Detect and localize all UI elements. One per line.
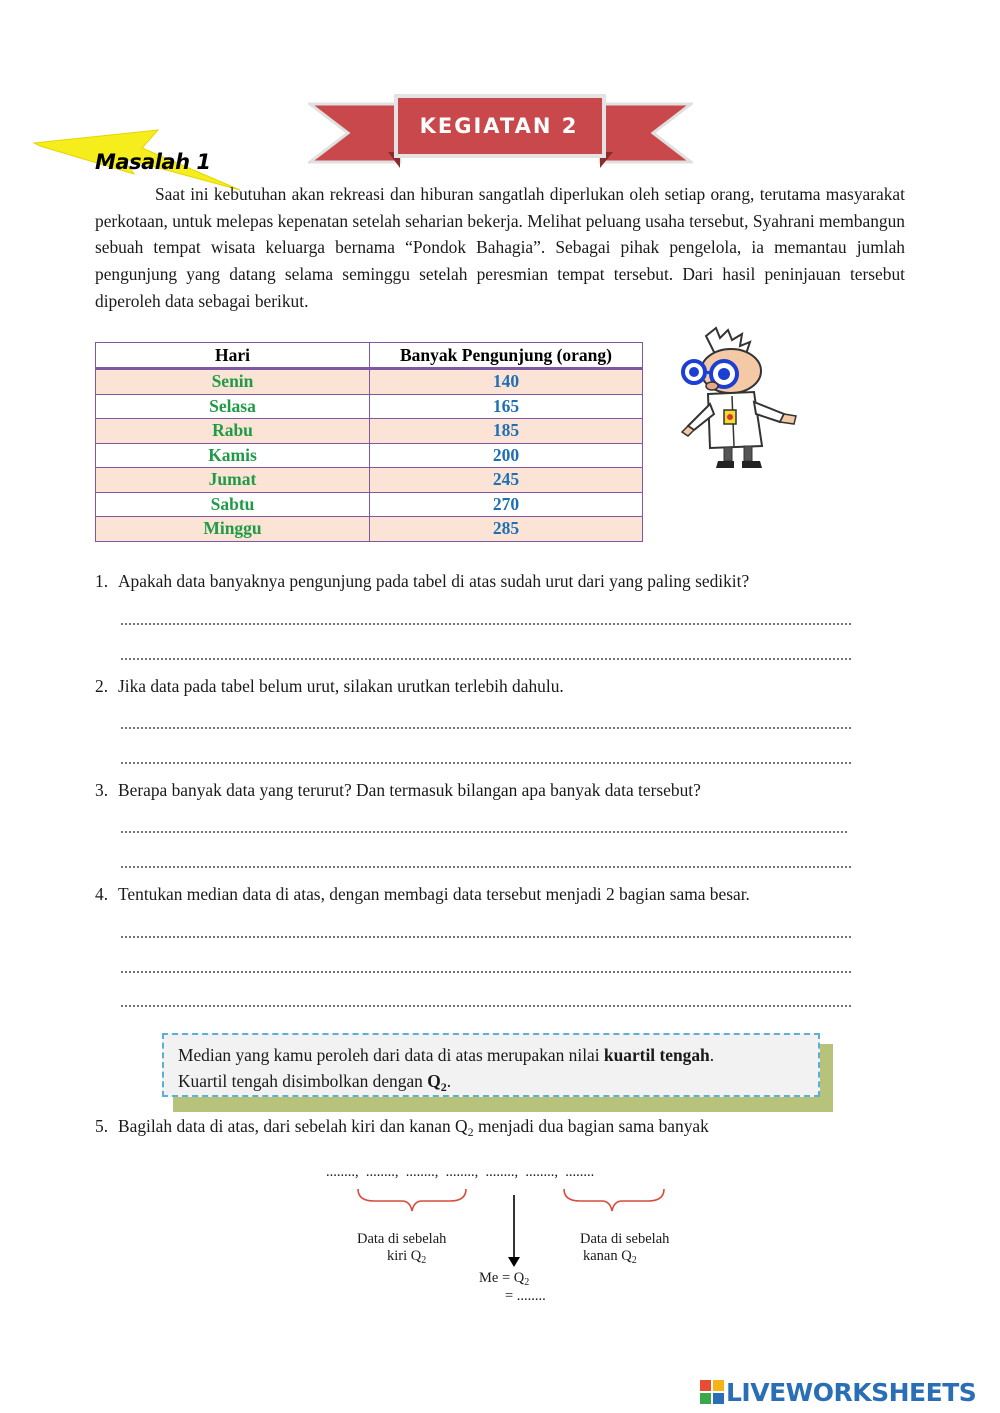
info-symbol bbox=[427, 1071, 447, 1094]
data-blanks[interactable]: ........, ........, ........, ........, ........, ........, ........ bbox=[326, 1164, 595, 1180]
question-subscript: 2 bbox=[467, 1125, 474, 1139]
question-text-continued: menjadi dua bagian sama banyak bbox=[473, 1116, 709, 1136]
table-row bbox=[96, 517, 643, 542]
right-brace bbox=[564, 1189, 664, 1211]
info-text: Kuartil tengah disimbolkan dengan bbox=[178, 1071, 428, 1091]
question-text: Apakah data banyaknya pengunjung pada tabel di atas sudah urut dari yang paling sedikit? bbox=[118, 571, 750, 591]
info-symbol-letter: Q bbox=[427, 1071, 441, 1091]
median-arrow-head bbox=[508, 1257, 520, 1267]
info-line-1 bbox=[178, 1042, 804, 1068]
table-cell-day: Minggu bbox=[96, 517, 370, 542]
table-row bbox=[96, 369, 643, 395]
left-label-subscript: 2 bbox=[421, 1255, 427, 1266]
liveworksheets-logo-text: LIVEWORKSHEETS bbox=[726, 1377, 977, 1407]
info-text: Median yang kamu peroleh dari data di atas merupakan nilai bbox=[178, 1045, 604, 1065]
table-cell-day: Sabtu bbox=[96, 492, 370, 517]
table-cell-count: 270 bbox=[370, 492, 643, 517]
answer-line[interactable] bbox=[120, 866, 851, 868]
table-header-day: Hari bbox=[96, 343, 370, 369]
banner-title: KEGIATAN 2 bbox=[419, 114, 579, 138]
table-cell-day: Kamis bbox=[96, 443, 370, 468]
median-subscript: 2 bbox=[524, 1277, 530, 1288]
question-2 bbox=[95, 676, 865, 697]
question-1 bbox=[95, 571, 865, 592]
problem-title: Masalah 1 bbox=[95, 150, 211, 174]
table-row bbox=[96, 443, 643, 468]
answer-line[interactable] bbox=[120, 623, 851, 625]
table-header-count: Banyak Pengunjung (orang) bbox=[370, 343, 643, 369]
question-number: 2. bbox=[95, 676, 109, 696]
table-cell-day: Senin bbox=[96, 369, 370, 395]
left-brace bbox=[358, 1189, 466, 1211]
answer-line[interactable] bbox=[120, 1005, 851, 1007]
left-label-line-2 bbox=[357, 1248, 446, 1266]
info-line-2 bbox=[178, 1068, 804, 1100]
table-row bbox=[96, 394, 643, 419]
table-cell-count: 165 bbox=[370, 394, 643, 419]
question-4 bbox=[95, 884, 865, 905]
table-cell-count: 200 bbox=[370, 443, 643, 468]
table-cell-count: 185 bbox=[370, 419, 643, 444]
liveworksheets-logo bbox=[700, 1374, 976, 1410]
question-text: Jika data pada tabel belum urut, silakan urutkan terlebih dahulu. bbox=[118, 676, 564, 696]
left-label-text: kiri Q bbox=[387, 1248, 422, 1264]
info-text: . bbox=[446, 1071, 452, 1091]
right-label bbox=[580, 1231, 669, 1266]
info-symbol-subscript: 2 bbox=[440, 1080, 447, 1094]
answer-line[interactable] bbox=[120, 971, 851, 973]
answer-line[interactable] bbox=[120, 936, 851, 938]
median-line-1 bbox=[479, 1270, 546, 1288]
question-number: 5. bbox=[95, 1116, 109, 1136]
answer-line[interactable] bbox=[120, 831, 848, 833]
question-3 bbox=[95, 780, 865, 801]
table-cell-day: Jumat bbox=[96, 468, 370, 493]
answer-line[interactable] bbox=[120, 727, 851, 729]
median-text: Me = Q bbox=[479, 1270, 525, 1286]
table-cell-count: 245 bbox=[370, 468, 643, 493]
question-5 bbox=[95, 1116, 865, 1140]
intro-paragraph: Saat ini kebutuhan akan rekreasi dan hiburan sangatlah diperlukan oleh setiap orang, terutama masyarakat perkotaan, untuk melepas kepenatan setelah seharian bekerja. Melihat peluang usaha tersebut, Syahrani membangun sebuah tempat wisata keluarga bernama “Pondok Bahagia”. Sebagai pihak pengelola, ia memantau jumlah pengunjung yang datang selama seminggu setelah peresmian tempat tersebut. Dari hasil peninjauan tersebut diperoleh data sebagai berikut. bbox=[95, 184, 905, 311]
table-cell-count: 140 bbox=[370, 369, 643, 395]
right-label-subscript: 2 bbox=[631, 1255, 637, 1266]
table-cell-day: Rabu bbox=[96, 419, 370, 444]
left-label-line-1: Data di sebelah bbox=[357, 1231, 447, 1247]
right-label-text: kanan Q bbox=[583, 1248, 632, 1264]
info-text: . bbox=[709, 1045, 715, 1065]
table-cell-day: Selasa bbox=[96, 394, 370, 419]
info-box bbox=[162, 1033, 820, 1097]
median-line-2[interactable]: = ........ bbox=[505, 1288, 546, 1304]
right-label-line-2 bbox=[580, 1248, 669, 1266]
table-row bbox=[96, 419, 643, 444]
table-row bbox=[96, 468, 643, 493]
median-formula bbox=[479, 1270, 546, 1305]
answer-line[interactable] bbox=[120, 658, 851, 660]
question-text: Bagilah data di atas, dari sebelah kiri dan kanan Q bbox=[118, 1116, 468, 1136]
answer-line[interactable] bbox=[120, 762, 851, 764]
right-label-line-1: Data di sebelah bbox=[580, 1231, 670, 1247]
question-number: 3. bbox=[95, 780, 109, 800]
left-label bbox=[357, 1231, 446, 1266]
info-bold-term: kuartil tengah bbox=[603, 1045, 710, 1065]
liveworksheets-icon bbox=[700, 1380, 724, 1404]
scientist-mascot-illustration bbox=[676, 326, 804, 472]
question-text: Berapa banyak data yang terurut? Dan termasuk bilangan apa banyak data tersebut? bbox=[118, 780, 701, 800]
question-text: Tentukan median data di atas, dengan membagi data tersebut menjadi 2 bagian sama besar. bbox=[118, 884, 750, 904]
table-cell-count: 285 bbox=[370, 517, 643, 542]
visitors-table bbox=[95, 342, 643, 542]
question-number: 1. bbox=[95, 571, 109, 591]
question-number: 4. bbox=[95, 884, 109, 904]
table-row bbox=[96, 492, 643, 517]
